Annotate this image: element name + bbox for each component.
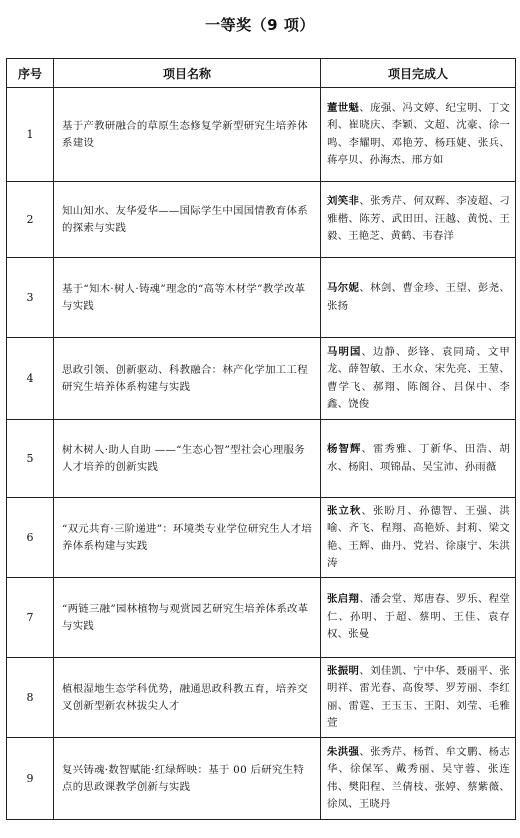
table-row xyxy=(7,420,516,498)
other-members: 、张秀芹、杨哲、牟文鹏、杨志华、徐保军、戴秀丽、吴守蓉、张连伟、樊阳程、兰倩枝、张婷、蔡紫薇、徐凤、王晓丹 xyxy=(327,745,510,810)
row-number: 8 xyxy=(7,658,54,738)
other-members: 、张盼月、孙德智、王强、洪喻、齐飞、程翔、高艳娇、封莉、梁文艳、王辉、曲丹、党岩、徐康宁、朱洪涛 xyxy=(327,504,510,569)
lead-member: 刘笑非 xyxy=(327,195,360,208)
table-row xyxy=(7,338,516,420)
row-number: 4 xyxy=(7,338,54,420)
lead-member: 张立秋 xyxy=(327,504,362,517)
project-name: 基于“知木·树人·铸魂”理念的“高等木材学”教学改革与实践 xyxy=(54,258,321,338)
table-row xyxy=(7,88,516,182)
project-name: 植根湿地生态学科优势，融通思政科教五育，培养交叉创新型新农林拔尖人才 xyxy=(54,658,321,738)
row-number: 6 xyxy=(7,498,54,578)
project-members xyxy=(321,88,516,182)
header-project-members: 项目完成人 xyxy=(321,59,516,88)
row-number: 2 xyxy=(7,182,54,258)
award-table xyxy=(6,58,516,820)
table-row xyxy=(7,182,516,258)
project-members xyxy=(321,338,516,420)
project-members xyxy=(321,658,516,738)
page-title: 一等奖（9 项） xyxy=(205,16,315,34)
row-number: 7 xyxy=(7,578,54,658)
project-members xyxy=(321,420,516,498)
project-name: 知山知水、友华爱华——国际学生中国国情教育体系的探索与实践 xyxy=(54,182,321,258)
row-number: 3 xyxy=(7,258,54,338)
row-number: 5 xyxy=(7,420,54,498)
project-name: 思政引领、创新驱动、科教融合：林产化学加工工程研究生培养体系构建与实践 xyxy=(54,338,321,420)
project-members xyxy=(321,738,516,820)
lead-member: 董世魁 xyxy=(327,101,360,114)
header-serial-number: 序号 xyxy=(7,59,54,88)
lead-member: 马尔妮 xyxy=(327,282,360,294)
table-row xyxy=(7,578,516,658)
header-project-name: 项目名称 xyxy=(54,59,321,88)
other-members: 、刘佳凯、宁中华、聂丽平、张明祥、雷光春、高俊琴、罗芳丽、李红丽、雷霆、王玉玉、王阳、刘莹、毛雅萱 xyxy=(327,664,510,729)
other-members: 、庞强、冯文婷、纪宝明、丁文利、崔晓庆、李颖、文超、沈豪、徐一鸣、李耀明、邓艳芳、杨珏婕、张兵、蒋亭贝、孙海杰、邢方如 xyxy=(327,101,510,166)
project-members xyxy=(321,182,516,258)
other-members: 、边静、彭锋、袁同琦、文甲龙、薛智敏、王水众、宋先亮、王堃、曹学飞、郝翔、陈阁谷、吕保中、李鑫、饶俊 xyxy=(327,345,510,410)
table-row xyxy=(7,498,516,578)
project-name: 基于产教研融合的草原生态修复学新型研究生培养体系建设 xyxy=(54,88,321,182)
project-name: 复兴铸魂·数智赋能·红绿辉映：基于 00 后研究生特点的思政课教学创新与实践 xyxy=(54,738,321,820)
table-header-row xyxy=(7,59,516,88)
table-row xyxy=(7,658,516,738)
project-members xyxy=(321,498,516,578)
other-members: 、林剑、曹金珍、王望、彭尧、张扬 xyxy=(327,282,510,312)
other-members: 、潘会堂、郑唐春、罗乐、程堂仁、孙明、于超、蔡明、王佳、袁存权、张曼 xyxy=(327,593,510,641)
project-name: “两链三融”园林植物与观赏园艺研究生培养体系改革与实践 xyxy=(54,578,321,658)
table-row xyxy=(7,258,516,338)
project-name: 树木树人·助人自助 ——“生态心智”型社会心理服务人才培养的创新实践 xyxy=(54,420,321,498)
lead-member: 张振明 xyxy=(327,664,360,677)
lead-member: 朱洪强 xyxy=(327,745,360,758)
other-members: 、张秀芹、何双辉、李凌超、刁雅楷、陈芳、武田田、汪越、黄悦、王毅、王艳芝、黄鹤、韦春洋 xyxy=(327,195,510,243)
other-members: 、雷秀雅、丁新华、田浩、胡水、杨阳、项锦晶、吴宝沛、孙雨薇 xyxy=(327,443,510,473)
project-members xyxy=(321,258,516,338)
project-name: “双元共育·三阶递进”：环境类专业学位研究生人才培养体系构建与实践 xyxy=(54,498,321,578)
lead-member: 张启翔 xyxy=(327,593,360,606)
lead-member: 杨智辉 xyxy=(327,443,362,455)
project-members xyxy=(321,578,516,658)
row-number: 1 xyxy=(7,88,54,182)
lead-member: 马明国 xyxy=(327,345,362,358)
row-number: 9 xyxy=(7,738,54,820)
table-row xyxy=(7,738,516,820)
